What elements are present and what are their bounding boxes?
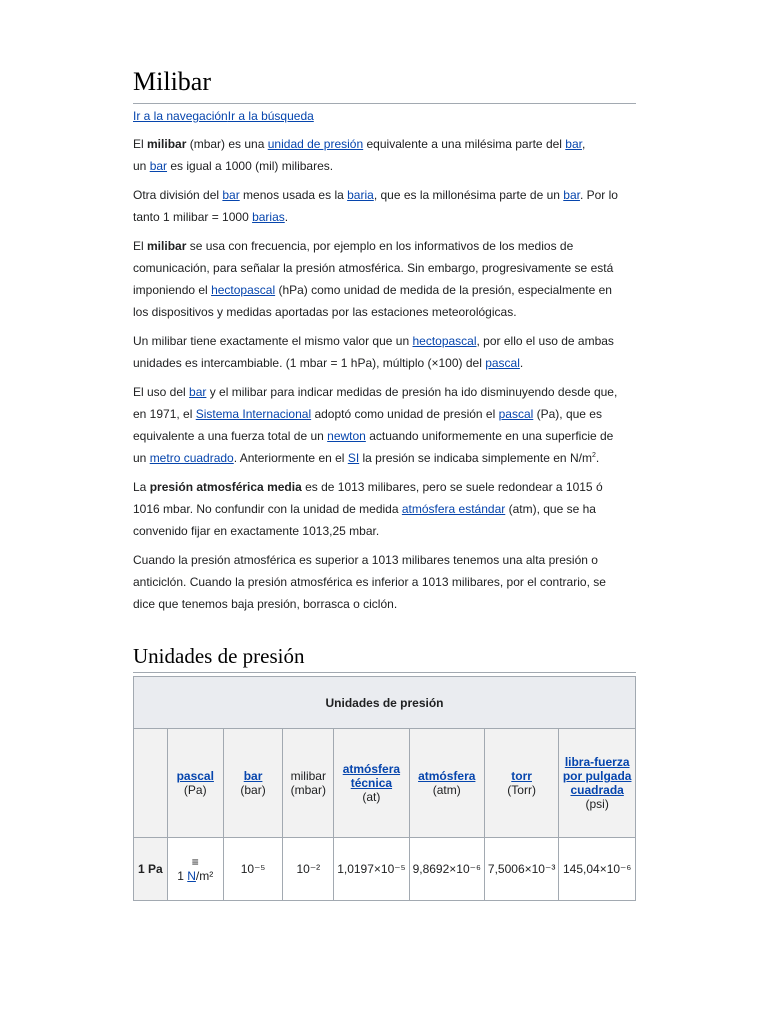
paragraph-3 [133, 235, 636, 323]
header-bar [223, 729, 283, 838]
header-pascal [167, 729, 223, 838]
link-pascal[interactable]: pascal [498, 407, 534, 421]
paragraph-7 [133, 549, 636, 615]
table-caption: Unidades de presión [134, 677, 636, 729]
text: un [133, 451, 150, 465]
text: (mbar) es una [186, 137, 268, 151]
header-torr [484, 729, 558, 838]
text: adoptó como unidad de presión el [311, 407, 499, 421]
text: comunicación, para señalar la presión atmosférica. Sin embargo, progresivamente se está [133, 261, 614, 275]
text: y el milibar para indicar medidas de presión ha ido disminuyendo desde que, [206, 385, 618, 399]
cell-atm: 9,8692×10⁻⁶ [409, 838, 484, 901]
cell-torr: 7,5006×10⁻³ [484, 838, 558, 901]
text: . [519, 356, 524, 370]
link-bar[interactable]: bar [189, 385, 207, 399]
cell-psi: 145,04×10⁻⁶ [559, 838, 636, 901]
link-atmosfera-estandar[interactable]: atmósfera estándar [401, 502, 506, 516]
text: El [133, 137, 148, 151]
header-link-torr[interactable]: torr [511, 769, 532, 783]
text: (Pa), que es [533, 407, 602, 421]
text: /m² [195, 869, 214, 883]
link-baria[interactable]: baria [347, 188, 374, 202]
paragraph-1 [133, 133, 636, 177]
bold-term: milibar [147, 239, 187, 253]
text: dice que tenemos baja presión, borrasca o ciclón. [133, 597, 398, 611]
header-link-atmosfera-tecnica[interactable]: atmósfera técnica [342, 762, 401, 790]
pressure-units-table [133, 676, 636, 901]
text: equivalente a una milésima parte del [363, 137, 566, 151]
text: anticiclón. Cuando la presión atmosférica es inferior a 1013 milibares, por el contrario, se [133, 575, 606, 589]
text: (hPa) como unidad de medida de la presión, especialmente en [275, 283, 612, 297]
text: . [595, 451, 600, 465]
header-unit: (Pa) [183, 783, 207, 797]
text: convenido fijar en exactamente 1013,25 mbar. [133, 524, 380, 538]
paragraph-2 [133, 184, 636, 228]
cell-mbar: 10⁻² [283, 838, 334, 901]
section-heading-unidades: Unidades de presión [133, 643, 636, 673]
table-header-row [134, 729, 636, 838]
table-row [134, 838, 636, 901]
text: menos usada es la [239, 188, 348, 202]
header-unit: (mbar) [290, 783, 326, 797]
paragraph-6 [133, 476, 636, 542]
text: Un milibar tiene exactamente el mismo valor que un [133, 334, 413, 348]
header-milibar [283, 729, 334, 838]
header-unit: (at) [362, 790, 381, 804]
header-psi [559, 729, 636, 838]
text: Otra división del [133, 188, 223, 202]
text: un [133, 159, 150, 173]
header-unit: (atm) [432, 783, 461, 797]
text: unidades es intercambiable. (1 mbar = 1 hPa), múltiplo (×100) del [133, 356, 486, 370]
cell-pascal [167, 838, 223, 901]
link-bar[interactable]: bar [222, 188, 240, 202]
link-hectopascal[interactable]: hectopascal [412, 334, 477, 348]
link-newton-n[interactable]: N [187, 869, 196, 883]
text: actuando uniformemente en una superficie de [365, 429, 614, 443]
page-title: Milibar [133, 0, 636, 104]
text: en 1971, el [133, 407, 196, 421]
link-si[interactable]: SI [347, 451, 360, 465]
link-bar[interactable]: bar [563, 188, 580, 202]
equiv-sign: ≡ [191, 855, 199, 869]
text: Cuando la presión atmosférica es superior a 1013 milibares tenemos una alta presión o [133, 553, 598, 567]
text: , por ello el uso de ambas [476, 334, 614, 348]
jump-to-search-link[interactable]: Ir a la búsqueda [227, 109, 314, 123]
link-metro-cuadrado[interactable]: metro cuadrado [149, 451, 234, 465]
text: la presión se indicaba simplemente en N/m [359, 451, 592, 465]
text: 1 [177, 869, 188, 883]
header-unit: (bar) [240, 783, 266, 797]
bold-term: presión atmosférica media [149, 480, 302, 494]
link-bar[interactable]: bar [565, 137, 582, 151]
cell-bar: 10⁻⁵ [223, 838, 283, 901]
link-pascal[interactable]: pascal [485, 356, 520, 370]
text: La [133, 480, 150, 494]
text: El [133, 239, 148, 253]
header-atmosfera [409, 729, 484, 838]
article-content [133, 0, 636, 901]
text: , que es la millonésima parte de un [373, 188, 564, 202]
link-newton[interactable]: newton [327, 429, 366, 443]
link-bar[interactable]: bar [149, 159, 168, 173]
text: equivalente a una fuerza total de un [133, 429, 328, 443]
text: . Por lo [579, 188, 618, 202]
text: . Anteriormente en el [233, 451, 348, 465]
text: imponiendo el [133, 283, 212, 297]
table-corner-cell [134, 729, 168, 838]
header-link-atmosfera[interactable]: atmósfera [418, 769, 476, 783]
jump-to-navigation-link[interactable]: Ir a la navegación [133, 109, 228, 123]
text: se usa con frecuencia, por ejemplo en los informativos de los medios de [186, 239, 574, 253]
link-unidad-de-presion[interactable]: unidad de presión [267, 137, 364, 151]
header-plain-label: milibar [290, 769, 326, 783]
row-label-1pa: 1 Pa [134, 838, 168, 901]
header-link-pascal[interactable]: pascal [176, 769, 214, 783]
jump-links [133, 105, 636, 127]
header-unit: (Torr) [507, 783, 536, 797]
text: El uso del [133, 385, 190, 399]
header-link-bar[interactable]: bar [243, 769, 263, 783]
text: es de 1013 milibares, pero se suele redondear a 1015 ó [301, 480, 603, 494]
header-unit: (psi) [585, 797, 609, 811]
text: 1016 mbar. No confundir con la unidad de medida [133, 502, 402, 516]
text: tanto 1 milibar = 1000 [133, 210, 253, 224]
text: los dispositivos y medidas aportadas por las estaciones meteorológicas. [133, 305, 517, 319]
paragraph-4 [133, 330, 636, 374]
bold-term: milibar [147, 137, 187, 151]
link-sistema-internacional[interactable]: Sistema Internacional [195, 407, 312, 421]
text: , [581, 137, 586, 151]
cell-at: 1,0197×10⁻⁵ [334, 838, 409, 901]
text: . [284, 210, 289, 224]
link-hectopascal[interactable]: hectopascal [211, 283, 276, 297]
text: es igual a 1000 (mil) milibares. [167, 159, 334, 173]
link-barias[interactable]: barias [252, 210, 285, 224]
text: (atm), que se ha [505, 502, 596, 516]
superscript: 2 [591, 452, 596, 459]
header-atmosfera-tecnica [334, 729, 409, 838]
header-link-psi[interactable]: libra-fuerza por pulgada cuadrada [562, 755, 632, 797]
paragraph-5 [133, 381, 636, 469]
